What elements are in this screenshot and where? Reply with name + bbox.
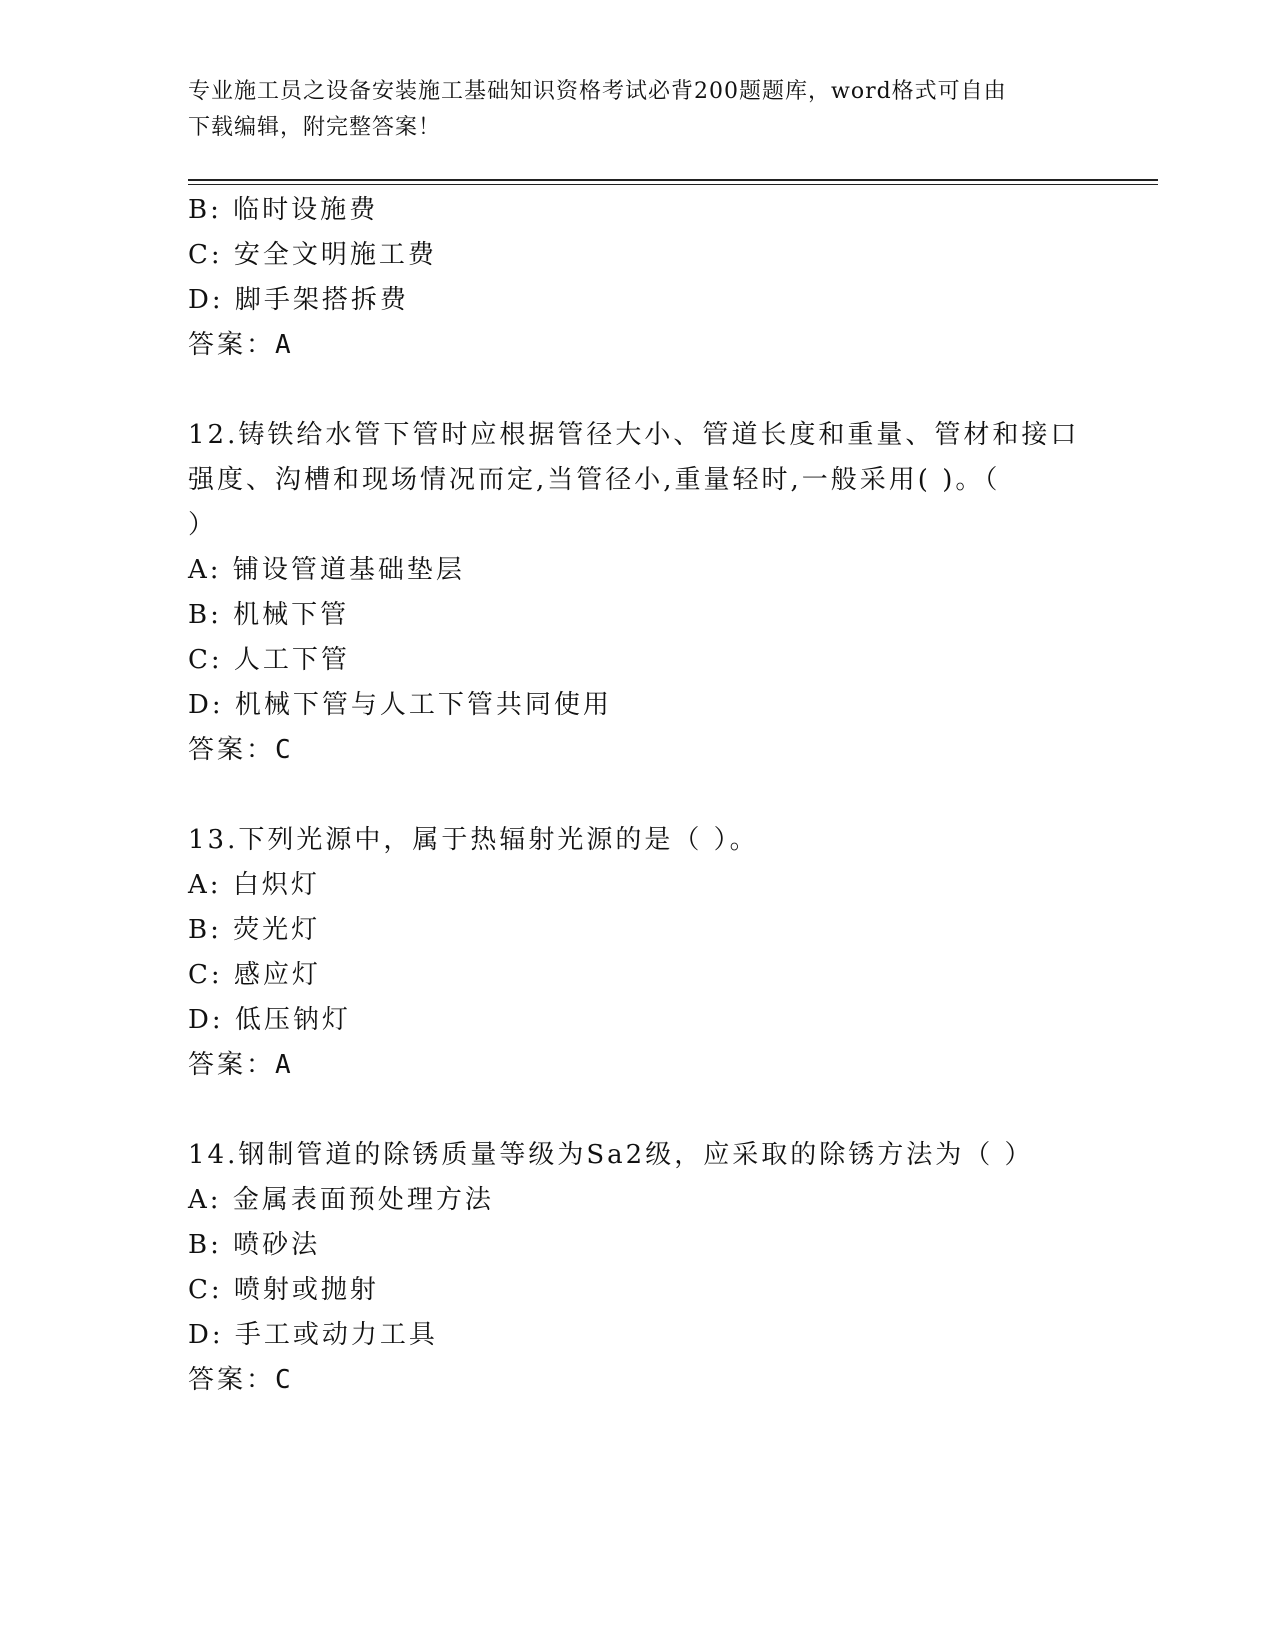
- answer-line: [188, 1043, 1088, 1088]
- option-text: 临时设施费: [233, 195, 379, 225]
- header-line-1: 专业施工员之设备安装施工基础知识资格考试必背200题题库，word格式可自由: [188, 79, 1007, 104]
- spacer: [188, 368, 1088, 413]
- option-text: 喷砂法: [233, 1230, 321, 1260]
- answer-label: 答案：: [188, 330, 276, 360]
- answer-label: 答案：: [188, 735, 276, 765]
- option-text: 荧光灯: [233, 915, 321, 945]
- option-c: [188, 953, 1088, 998]
- option-text: 铺设管道基础垫层: [232, 555, 465, 585]
- option-d: [188, 683, 1088, 728]
- option-letter: B:: [188, 1230, 222, 1260]
- option-text: 机械下管: [233, 600, 350, 630]
- answer-value: A: [275, 330, 291, 360]
- option-letter: D:: [188, 1320, 224, 1350]
- question-list: [188, 188, 1088, 1403]
- option-text: 低压钠灯: [234, 1005, 351, 1035]
- document-header: [188, 74, 1088, 146]
- option-letter: A:: [188, 870, 222, 900]
- answer-label: 答案：: [188, 1365, 276, 1395]
- answer-line: [188, 323, 1088, 368]
- option-letter: B:: [188, 600, 222, 630]
- option-a: [188, 548, 1088, 593]
- option-letter: B:: [188, 915, 222, 945]
- option-letter: D:: [188, 690, 224, 720]
- option-d: [188, 1313, 1088, 1358]
- option-letter: C:: [188, 1275, 223, 1305]
- header-divider-thick: [188, 179, 1158, 181]
- answer-line: [188, 1358, 1088, 1403]
- spacer: [188, 1088, 1088, 1133]
- option-c: [188, 1268, 1088, 1313]
- option-a: [188, 863, 1088, 908]
- option-b: [188, 1223, 1088, 1268]
- option-letter: A:: [188, 555, 222, 585]
- option-d: [188, 278, 1088, 323]
- option-letter: C:: [188, 240, 223, 270]
- option-b: [188, 593, 1088, 638]
- spacer: [188, 773, 1088, 818]
- option-letter: D:: [188, 1005, 224, 1035]
- option-letter: D:: [188, 285, 224, 315]
- option-c: [188, 233, 1088, 278]
- option-letter: C:: [188, 960, 223, 990]
- answer-value: A: [275, 1050, 291, 1080]
- answer-label: 答案：: [188, 1050, 276, 1080]
- option-text: 白炽灯: [232, 870, 320, 900]
- question-stem-line-2: 强度、沟槽和现场情况而定,当管径小,重量轻时,一般采用( )。（: [188, 465, 1001, 495]
- option-a: [188, 1178, 1088, 1223]
- question-13: [188, 818, 1088, 1088]
- answer-value: C: [275, 1365, 291, 1395]
- question-stem-line-1: 12.铸铁给水管下管时应根据管径大小、管道长度和重量、管材和接口: [188, 420, 1080, 450]
- option-letter: A:: [188, 1185, 222, 1215]
- option-d: [188, 998, 1088, 1043]
- option-b: [188, 908, 1088, 953]
- option-c: [188, 638, 1088, 683]
- option-letter: C:: [188, 645, 223, 675]
- option-text: 感应灯: [233, 960, 321, 990]
- question-14: [188, 1133, 1088, 1403]
- header-line-2: 下载编辑，附完整答案！: [188, 115, 442, 140]
- option-text: 喷射或抛射: [233, 1275, 379, 1305]
- answer-line: [188, 728, 1088, 773]
- option-text: 脚手架搭拆费: [234, 285, 409, 315]
- option-text: 金属表面预处理方法: [232, 1185, 494, 1215]
- option-text: 人工下管: [233, 645, 350, 675]
- option-text: 安全文明施工费: [233, 240, 437, 270]
- header-divider-thin: [188, 184, 1158, 185]
- question-stem: 14.钢制管道的除锈质量等级为Sa2级，应采取的除锈方法为（ ）: [188, 1140, 1034, 1170]
- question-11: [188, 188, 1088, 368]
- question-stem-line-3: ）: [188, 510, 218, 540]
- option-letter: B:: [188, 195, 222, 225]
- question-stem: 13.下列光源中，属于热辐射光源的是（ ）。: [188, 825, 759, 855]
- answer-value: C: [275, 735, 291, 765]
- option-text: 机械下管与人工下管共同使用: [234, 690, 612, 720]
- question-12: [188, 413, 1088, 773]
- option-text: 手工或动力工具: [234, 1320, 438, 1350]
- option-b: [188, 188, 1088, 233]
